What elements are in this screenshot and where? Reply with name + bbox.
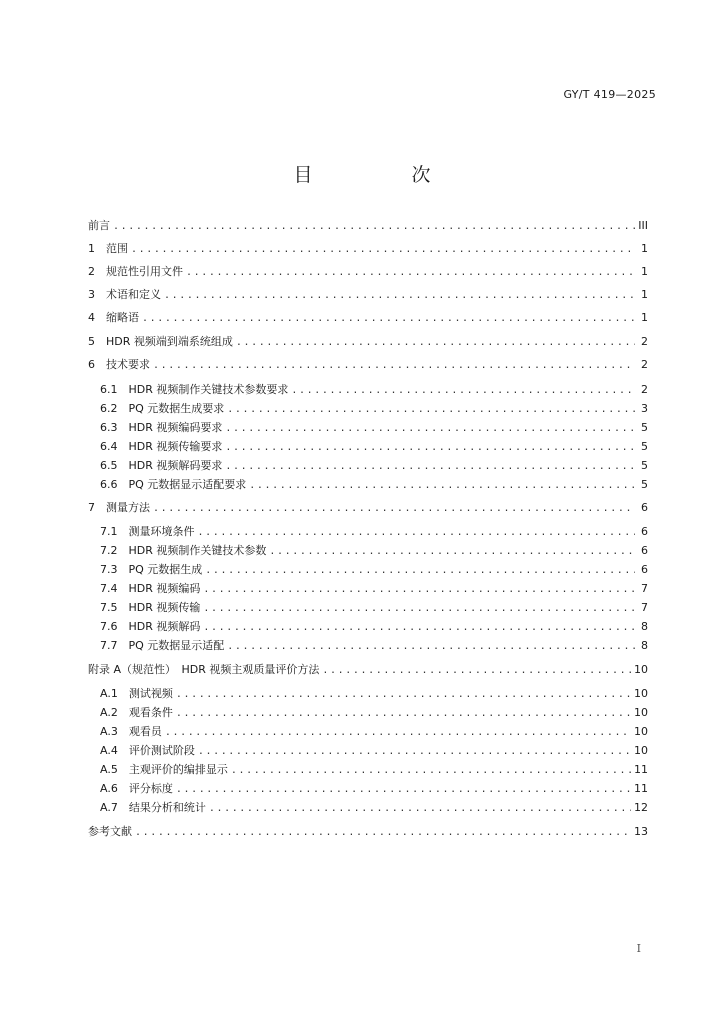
toc-leader-dots bbox=[231, 763, 631, 779]
toc-entry-label: 7.1 测量环境条件 bbox=[100, 525, 195, 538]
page-number: I bbox=[636, 942, 641, 955]
toc-entry-page: 5 bbox=[641, 440, 648, 453]
toc-entry[interactable] bbox=[100, 705, 648, 721]
toc-entry[interactable] bbox=[100, 420, 648, 436]
toc-entry-page: 10 bbox=[634, 706, 648, 719]
page-title: 目 次 bbox=[293, 164, 471, 186]
toc-entry-label: 1 范围 bbox=[88, 242, 128, 255]
toc-entry-page: 1 bbox=[641, 288, 648, 301]
toc-entry-page: III bbox=[638, 219, 648, 232]
toc-entry-label: 6 技术要求 bbox=[88, 358, 150, 371]
toc-entry[interactable] bbox=[100, 524, 648, 540]
toc-entry-page: 5 bbox=[641, 478, 648, 491]
toc-entry[interactable] bbox=[88, 500, 648, 516]
toc-entry-page: 3 bbox=[641, 402, 648, 415]
toc-entry[interactable] bbox=[100, 458, 648, 474]
toc-entry-label: 6.6 PQ 元数据显示适配要求 bbox=[100, 478, 247, 491]
toc-entry-page: 10 bbox=[634, 744, 648, 757]
toc-leader-dots bbox=[249, 478, 635, 494]
toc-leader-dots bbox=[165, 725, 631, 741]
toc-leader-dots bbox=[227, 639, 635, 655]
toc-entry[interactable] bbox=[100, 762, 648, 778]
toc-entry-label: 7.4 HDR 视频编码 bbox=[100, 582, 201, 595]
toc-entry-page: 6 bbox=[641, 501, 648, 514]
toc-entry[interactable] bbox=[100, 581, 648, 597]
toc-entry-label: 6.1 HDR 视频制作关键技术参数要求 bbox=[100, 383, 289, 396]
toc-entry-label: A.7 结果分析和统计 bbox=[100, 801, 206, 814]
toc-entry-page: 11 bbox=[634, 763, 648, 776]
toc-entry-label: 6.5 HDR 视频解码要求 bbox=[100, 459, 223, 472]
toc-entry[interactable] bbox=[88, 218, 648, 234]
toc-entry-page: 6 bbox=[641, 563, 648, 576]
toc-entry[interactable] bbox=[100, 800, 648, 816]
toc-entry-page: 1 bbox=[641, 242, 648, 255]
toc-leader-dots bbox=[153, 358, 635, 374]
toc-entry-label: 前言 bbox=[88, 219, 110, 232]
toc-entry-page: 10 bbox=[634, 663, 648, 676]
toc-entry[interactable] bbox=[88, 241, 648, 257]
toc-entry-label: A.5 主观评价的编排显示 bbox=[100, 763, 228, 776]
toc-leader-dots bbox=[153, 501, 635, 517]
toc-leader-dots bbox=[225, 440, 635, 456]
toc-entry[interactable] bbox=[100, 619, 648, 635]
toc-entry[interactable] bbox=[100, 382, 648, 398]
toc-entry-page: 1 bbox=[641, 265, 648, 278]
toc-entry[interactable] bbox=[100, 401, 648, 417]
toc-entry[interactable] bbox=[100, 439, 648, 455]
toc-entry-label: 7 测量方法 bbox=[88, 501, 150, 514]
toc-entry[interactable] bbox=[88, 824, 648, 840]
toc-entry[interactable] bbox=[100, 743, 648, 759]
toc-leader-dots bbox=[142, 311, 635, 327]
toc-leader-dots bbox=[198, 525, 636, 541]
toc-entry-page: 1 bbox=[641, 311, 648, 324]
toc-entry[interactable] bbox=[100, 562, 648, 578]
toc-entry[interactable] bbox=[100, 781, 648, 797]
toc-entry-page: 7 bbox=[641, 582, 648, 595]
toc-entry[interactable] bbox=[100, 686, 648, 702]
toc-entry-label: 6.2 PQ 元数据生成要求 bbox=[100, 402, 225, 415]
toc-entry-label: 7.5 HDR 视频传输 bbox=[100, 601, 201, 614]
toc-entry[interactable] bbox=[88, 662, 648, 678]
toc-leader-dots bbox=[176, 706, 631, 722]
toc-entry-label: 7.6 HDR 视频解码 bbox=[100, 620, 201, 633]
toc-leader-dots bbox=[113, 219, 635, 235]
toc-leader-dots bbox=[135, 825, 631, 841]
toc-entry-label: A.6 评分标度 bbox=[100, 782, 173, 795]
toc-entry-page: 8 bbox=[641, 639, 648, 652]
toc-entry-page: 12 bbox=[634, 801, 648, 814]
toc-leader-dots bbox=[176, 687, 631, 703]
toc-entry-page: 2 bbox=[641, 383, 648, 396]
toc-leader-dots bbox=[164, 288, 635, 304]
toc-entry-page: 2 bbox=[641, 358, 648, 371]
toc-entry-page: 6 bbox=[641, 544, 648, 557]
document-number: GY/T 419—2025 bbox=[563, 88, 656, 101]
toc-leader-dots bbox=[322, 663, 631, 679]
toc-entry-label: A.4 评价测试阶段 bbox=[100, 744, 195, 757]
toc-entry-page: 5 bbox=[641, 459, 648, 472]
toc-entry-label: 3 术语和定义 bbox=[88, 288, 161, 301]
toc-leader-dots bbox=[225, 459, 635, 475]
toc-entry-label: 6.4 HDR 视频传输要求 bbox=[100, 440, 223, 453]
toc-leader-dots bbox=[291, 383, 635, 399]
toc-entry-page: 7 bbox=[641, 601, 648, 614]
toc-entry-label: 7.2 HDR 视频制作关键技术参数 bbox=[100, 544, 267, 557]
toc-entry-label: 7.3 PQ 元数据生成 bbox=[100, 563, 203, 576]
toc-entry-label: 2 规范性引用文件 bbox=[88, 265, 183, 278]
toc-entry-label: 6.3 HDR 视频编码要求 bbox=[100, 421, 223, 434]
toc-leader-dots bbox=[203, 582, 635, 598]
toc-entry-page: 10 bbox=[634, 687, 648, 700]
toc-entry-label: 4 缩略语 bbox=[88, 311, 139, 324]
toc-leader-dots bbox=[269, 544, 635, 560]
toc-entry[interactable] bbox=[88, 310, 648, 326]
toc-entry[interactable] bbox=[100, 600, 648, 616]
toc-entry-page: 8 bbox=[641, 620, 648, 633]
toc-entry-page: 10 bbox=[634, 725, 648, 738]
toc-entry[interactable] bbox=[88, 357, 648, 373]
toc-leader-dots bbox=[186, 265, 635, 281]
toc-entry[interactable] bbox=[100, 477, 648, 493]
toc-leader-dots bbox=[227, 402, 635, 418]
toc-leader-dots bbox=[198, 744, 631, 760]
toc-entry-page: 13 bbox=[634, 825, 648, 838]
toc-leader-dots bbox=[209, 801, 631, 817]
toc-entry-page: 5 bbox=[641, 421, 648, 434]
toc-entry[interactable] bbox=[100, 543, 648, 559]
toc-leader-dots bbox=[205, 563, 635, 579]
toc-entry-label: A.1 测试视频 bbox=[100, 687, 173, 700]
toc-leader-dots bbox=[131, 242, 635, 258]
toc-entry[interactable] bbox=[88, 287, 648, 303]
toc-entry[interactable] bbox=[100, 724, 648, 740]
toc-entry[interactable] bbox=[100, 638, 648, 654]
toc-entry[interactable] bbox=[88, 264, 648, 280]
toc-entry-label: A.2 观看条件 bbox=[100, 706, 173, 719]
toc-leader-dots bbox=[225, 421, 635, 437]
toc-entry-label: 附录 A（规范性） HDR 视频主观质量评价方法 bbox=[88, 663, 320, 676]
toc-entry[interactable] bbox=[88, 334, 648, 350]
toc-entry-page: 2 bbox=[641, 335, 648, 348]
toc-entry-label: 5 HDR 视频端到端系统组成 bbox=[88, 335, 233, 348]
toc-leader-dots bbox=[236, 335, 635, 351]
toc-entry-page: 6 bbox=[641, 525, 648, 538]
toc-entry-label: A.3 观看员 bbox=[100, 725, 162, 738]
toc-entry-label: 7.7 PQ 元数据显示适配 bbox=[100, 639, 225, 652]
toc-leader-dots bbox=[176, 782, 631, 798]
toc-entry-label: 参考文献 bbox=[88, 825, 132, 838]
toc-entry-page: 11 bbox=[634, 782, 648, 795]
toc-leader-dots bbox=[203, 601, 635, 617]
toc-leader-dots bbox=[203, 620, 635, 636]
